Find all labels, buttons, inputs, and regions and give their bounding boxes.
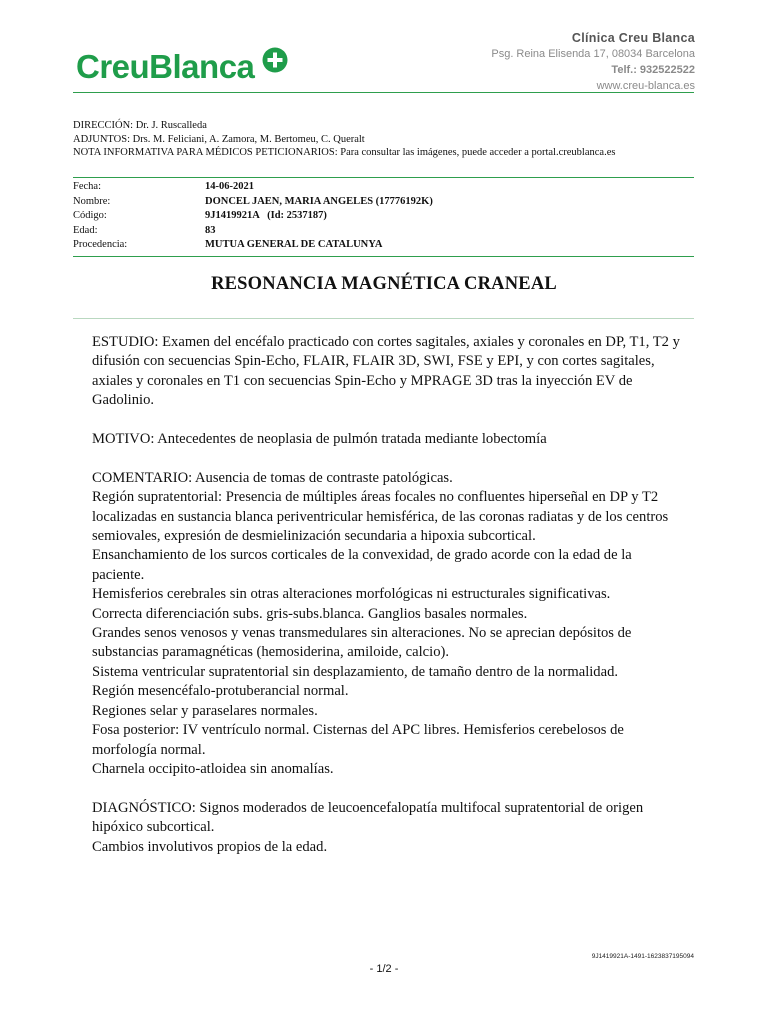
- direction-line: DIRECCIÓN: Dr. J. Ruscalleda: [73, 120, 207, 131]
- patient-field-label: Fecha:: [73, 181, 101, 192]
- report-line: MOTIVO: Antecedentes de neoplasia de pulmón tratada mediante lobectomía: [92, 431, 547, 448]
- clinic-contact: [491, 30, 695, 94]
- report-line: Ensanchamiento de los surcos corticales de la convexidad, de grado acorde con la edad de la paciente.: [92, 547, 632, 583]
- patient-field-label: Procedencia:: [73, 239, 128, 250]
- patient-info: [73, 180, 433, 253]
- report-line: DIAGNÓSTICO: Signos moderados de leucoencefalopatía multifocal supratentorial de origen hipóxico subcortical.: [92, 799, 644, 836]
- patient-field-label: Edad:: [73, 224, 98, 236]
- report-line: Hemisferios cerebrales sin otras alteraciones morfológicas ni estructurales significativas.: [92, 586, 611, 603]
- direction-block: [73, 119, 713, 160]
- clinic-address: Psg. Reina Elisenda 17, 08034 Barcelona: [491, 48, 695, 60]
- clinic-phone: Telf.: 932522522: [611, 64, 695, 76]
- report-line: Región mesencéfalo-protuberancial normal.: [92, 683, 349, 700]
- direction-line: ADJUNTOS: Drs. M. Feliciani, A. Zamora, M. Bertomeu, C. Queralt: [73, 133, 365, 145]
- report-section: [92, 333, 682, 411]
- patient-top-divider: [73, 177, 694, 178]
- report-line: Fosa posterior: IV ventrículo normal. Cisternas del APC libres. Hemisferios cerebelosos de morfología normal.: [92, 722, 624, 758]
- patient-field-value: MUTUA GENERAL DE CATALUNYA: [205, 239, 383, 250]
- report-line: Sistema ventricular supratentorial sin desplazamiento, de tamaño dentro de la normalidad.: [92, 663, 619, 680]
- report-title: RESONANCIA MAGNÉTICA CRANEAL: [211, 274, 557, 294]
- clinic-name: Clínica Creu Blanca: [571, 31, 695, 45]
- report-section: [92, 799, 682, 857]
- plus-cross-icon: [262, 47, 288, 73]
- creublanca-logo: CreuBlanca: [76, 48, 255, 85]
- patient-field-value: 14-06-2021: [205, 181, 254, 192]
- patient-field-value: 9J1419921A (Id: 2537187): [205, 210, 327, 221]
- patient-row: [73, 180, 433, 195]
- patient-row: [73, 195, 433, 210]
- document-id: 9J1419921A-1491-1623837195094: [591, 953, 694, 960]
- patient-field-value: DONCEL JAEN, MARIA ANGELES (17776192K): [205, 195, 433, 207]
- patient-row: [73, 224, 433, 239]
- patient-bottom-divider: [73, 256, 694, 257]
- report-line: Grandes senos venosos y venas transmedulares sin alteraciones. No se aprecian depósitos de substancias paramagnéticas (hemosiderina, amiloide, calcio).: [92, 625, 632, 661]
- patient-field-value: 83: [205, 224, 216, 236]
- report-line: Región supratentorial: Presencia de múltiples áreas focales no confluentes hiperseñal en DP y T2 localizadas en sustancia blanca periventricular hemisférica, de las coronas radiatas y de los centros semiovales, expresión de desmielinización secundaria a hipoxia subcortical.: [92, 489, 669, 545]
- clinic-website: www.creu-blanca.es: [596, 80, 695, 92]
- letterhead: [0, 0, 768, 100]
- report-body: [92, 333, 682, 876]
- direction-line: NOTA INFORMATIVA PARA MÉDICOS PETICIONARIOS: Para consultar las imágenes, puede acceder a portal.creublanca.es: [73, 147, 616, 158]
- patient-row: [73, 238, 433, 253]
- report-section: [92, 430, 682, 449]
- patient-field-label: Nombre:: [73, 195, 111, 207]
- patient-row: [73, 209, 433, 224]
- page-number: - 1/2 -: [369, 963, 399, 975]
- title-divider: [73, 318, 694, 319]
- patient-field-label: Código:: [73, 210, 107, 221]
- report-line: Correcta diferenciación subs. gris-subs.blanca. Ganglios basales normales.: [92, 605, 528, 622]
- report-line: Cambios involutivos propios de la edad.: [92, 838, 328, 855]
- header-divider: [73, 92, 694, 93]
- report-line: COMENTARIO: Ausencia de tomas de contraste patológicas.: [92, 469, 453, 486]
- report-section: [92, 469, 682, 780]
- report-line: Regiones selar y paraselares normales.: [92, 702, 318, 719]
- report-line: ESTUDIO: Examen del encéfalo practicado con cortes sagitales, axiales y coronales en DP, T1, T2 y difusión con secuencias Spin-Echo, FLAIR, FLAIR 3D, SWI, FSE y EPI, y con cortes sagitales, axiales y coronales en T1 con secuencias Spin-Echo y MPRAGE 3D tras la inyección EV de Gadolinio.: [92, 334, 680, 409]
- report-line: Charnela occipito-atloidea sin anomalías.: [92, 760, 334, 777]
